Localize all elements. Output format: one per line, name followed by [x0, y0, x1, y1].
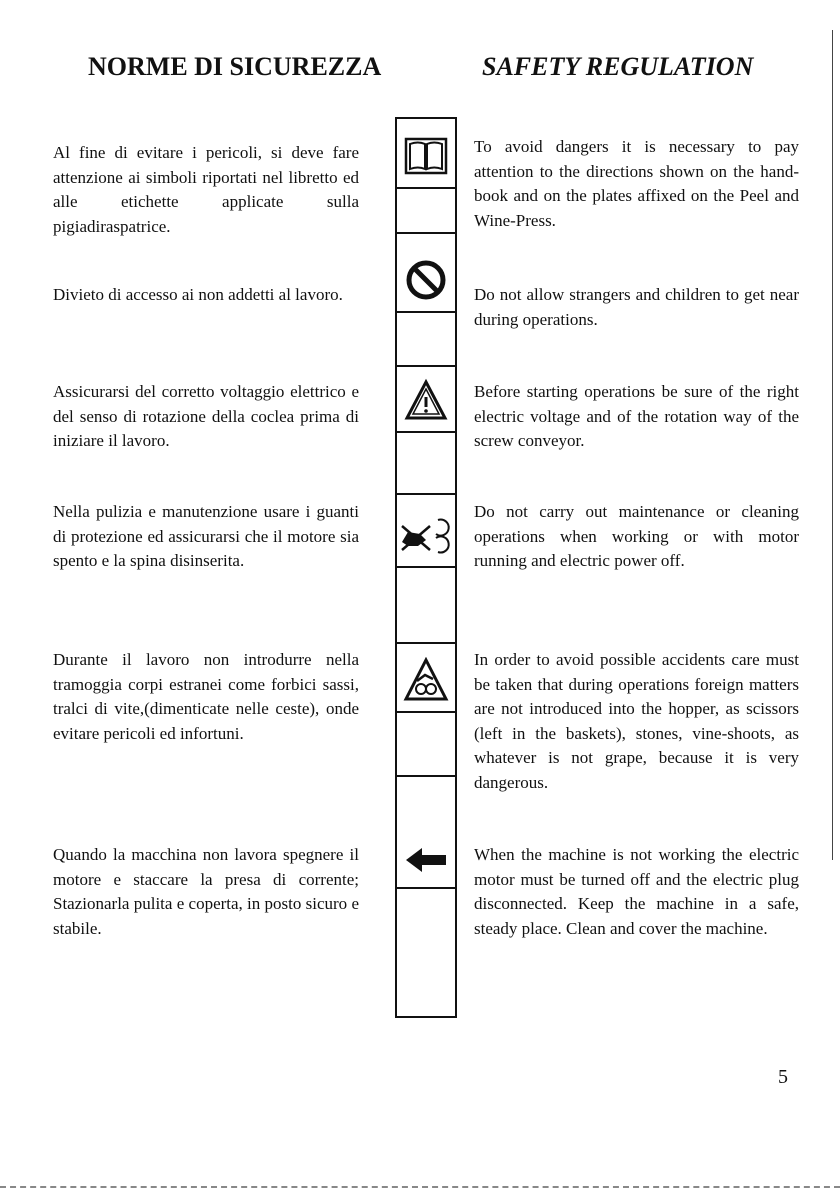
paragraph-it-no-access: Divieto di accesso ai non addetti al lavoro. [53, 285, 343, 304]
paragraph-en-manual: To avoid dangers it is necessary to pay attention to the directions shown on the hand-book and on the plates affixed on the Peel and Wine-Press. [474, 137, 799, 230]
paragraph-it-shutdown: Quando la macchina non lavora spegnere il motore e staccare la presa di corrente; Stazionarla pulita e coperta, in posto sicuro e stabile. [53, 845, 359, 938]
paragraph-en-no-access: Do not allow strangers and children to get near during operations. [474, 285, 799, 329]
title-english: SAFETY REGULATION [482, 52, 754, 81]
arrow-left-icon [397, 829, 455, 891]
page-edge-line [832, 30, 833, 860]
paragraph-it-maintenance: Nella pulizia e manutenzione usare i guanti di protezione ed assicurarsi che il motore sia spento e la spina disinserita. [53, 502, 359, 570]
no-entry-icon [397, 249, 455, 313]
paragraph-en-shutdown: When the machine is not working the electric motor must be turned off and the electric plug disconnected. Keep the machine in a safe, steady place. Clean and cover the machine. [474, 845, 799, 938]
paragraph-it-hopper: Durante il lavoro non introdurre nella tramoggia corpi estranei come forbici sassi, tralci di vite,(dimenticate nelle ceste), onde evitare pericoli ed infortuni. [53, 650, 359, 743]
manual-book-icon [397, 125, 455, 189]
page-bottom-border [0, 1186, 840, 1188]
page-number: 5 [778, 1066, 788, 1088]
paragraph-en-hopper: In order to avoid possible accidents care must be taken that during operations foreign matters are not introduced into the hopper, as scissors (left in the baskets), stones, vine-shoots, as whatever is not grape, because it is very dangerous. [474, 650, 799, 792]
warning-triangle-icon [397, 369, 455, 433]
paragraph-en-voltage: Before starting operations be sure of the right electric voltage and of the rotation way of the screw conveyor. [474, 382, 799, 450]
no-maintenance-while-running-icon [397, 504, 455, 568]
hand-crush-warning-icon [397, 649, 455, 713]
paragraph-it-voltage: Assicurarsi del corretto voltaggio elettrico e del senso di rotazione della coclea prima di iniziare il lavoro. [53, 382, 359, 450]
paragraph-en-maintenance: Do not carry out maintenance or cleaning operations when working or with motor running and electric power off. [474, 502, 799, 570]
symbol-strip [395, 117, 457, 1018]
title-italian: NORME DI SICUREZZA [88, 52, 382, 81]
paragraph-it-manual: Al fine di evitare i pericoli, si deve fare attenzione ai simboli riportati nel libretto ed alle etichette applicate sulla pigiadiraspatrice. [53, 143, 359, 236]
